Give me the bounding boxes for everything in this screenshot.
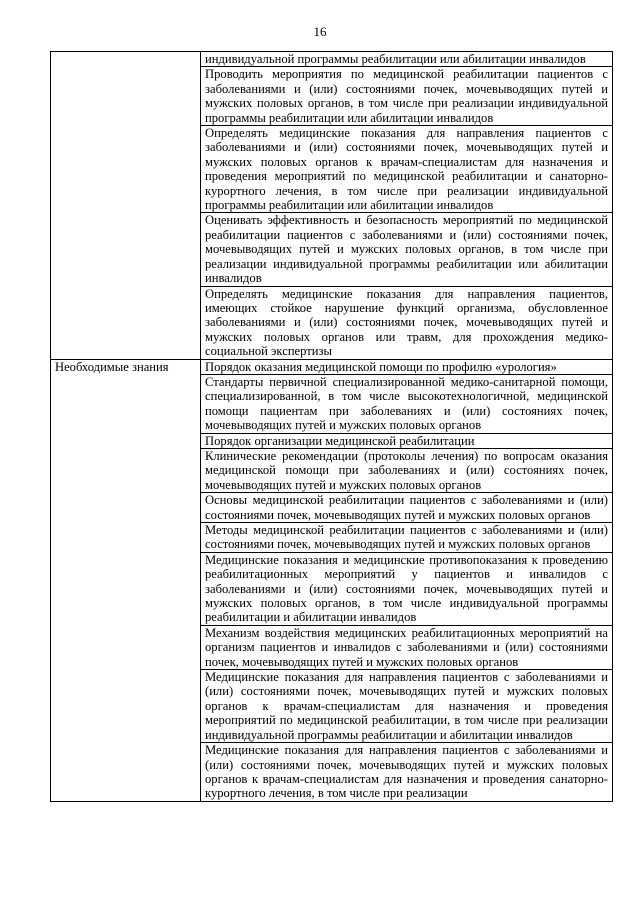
section-label	[51, 52, 201, 360]
knowledge-cell: Методы медицинской реабилитации пациентов с заболеваниями и (или) состояниями почек, мочевыводящих путей и мужских половых органов	[201, 523, 613, 553]
knowledge-cell: Медицинские показания для направления пациентов с заболеваниями и (или) состояниями почек, мочевыводящих путей и мужских половых органов к врачам-специалистам для назначения и проведения мероприятий по медицинской реабилитации, в том числе при реализации индивидуальной программы реабилитации и абилитации инвалидов	[201, 670, 613, 743]
table-row	[51, 52, 613, 67]
requirement-cell: Оценивать эффективность и безопасность мероприятий по медицинской реабилитации пациентов с заболеваниями и (или) состояниями почек, мочевыводящих путей и мужских половых органов, в том числе при реализации индивидуальной программы реабилитации или абилитации инвалидов	[201, 213, 613, 286]
table-row	[51, 359, 613, 374]
page-number: 16	[313, 24, 327, 39]
knowledge-cell: Медицинские показания и медицинские противопоказания к проведению реабилитационных мероприятий у пациентов и инвалидов с заболеваниями и (или) состояниями почек, мочевыводящих путей и мужских половых органов, в том числе индивидуальной программы реабилитации и абилитации инвалидов	[201, 552, 613, 625]
knowledge-cell: Медицинские показания для направления пациентов с заболеваниями и (или) состояниями почек, мочевыводящих путей и мужских половых органов к врачам-специалистам для назначения и проведения санаторно-курортного лечения, в том числе при реализации	[201, 743, 613, 802]
knowledge-cell: Стандарты первичной специализированной медико-санитарной помощи, специализированной, в том числе высокотехнологичной, медицинской помощи пациентам при заболеваниях и (или) состояниях почек, мочевыводящих путей и мужских половых органов	[201, 374, 613, 433]
section-label: Необходимые знания	[51, 359, 201, 801]
requirement-cell: индивидуальной программы реабилитации или абилитации инвалидов	[201, 52, 613, 67]
requirement-cell: Определять медицинские показания для направления пациентов с заболеваниями и (или) состояниями почек, мочевыводящих путей и мужских половых органов к врачам-специалистам для назначения и проведения мероприятий по медицинской реабилитации и санаторно-курортного лечения, в том числе при реализации индивидуальной программы реабилитации или абилитации инвалидов	[201, 126, 613, 213]
requirement-cell: Определять медицинские показания для направления пациентов, имеющих стойкое нарушение функций организма, обусловленное заболеваниями и (или) состояниями почек, мочевыводящих путей и мужских половых органов или травм, для прохождения медико-социальной экспертизы	[201, 286, 613, 359]
knowledge-cell: Клинические рекомендации (протоколы лечения) по вопросам оказания медицинской помощи при заболеваниях и (или) состояниях почек, мочевыводящих путей и мужских половых органов	[201, 448, 613, 492]
requirements-table	[50, 51, 613, 802]
requirement-cell: Проводить мероприятия по медицинской реабилитации пациентов с заболеваниями и (или) состояниями почек, мочевыводящих путей и мужских половых органов, в том числе при реализации индивидуальной программы реабилитации или абилитации инвалидов	[201, 67, 613, 126]
knowledge-cell: Порядок оказания медицинской помощи по профилю «урология»	[201, 359, 613, 374]
knowledge-cell: Порядок организации медицинской реабилитации	[201, 433, 613, 448]
knowledge-cell: Основы медицинской реабилитации пациентов с заболеваниями и (или) состояниями почек, мочевыводящих путей и мужских половых органов	[201, 493, 613, 523]
knowledge-cell: Механизм воздействия медицинских реабилитационных мероприятий на организм пациентов и инвалидов с заболеваниями и (или) состояниями почек, мочевыводящих путей и мужских половых органов	[201, 625, 613, 669]
